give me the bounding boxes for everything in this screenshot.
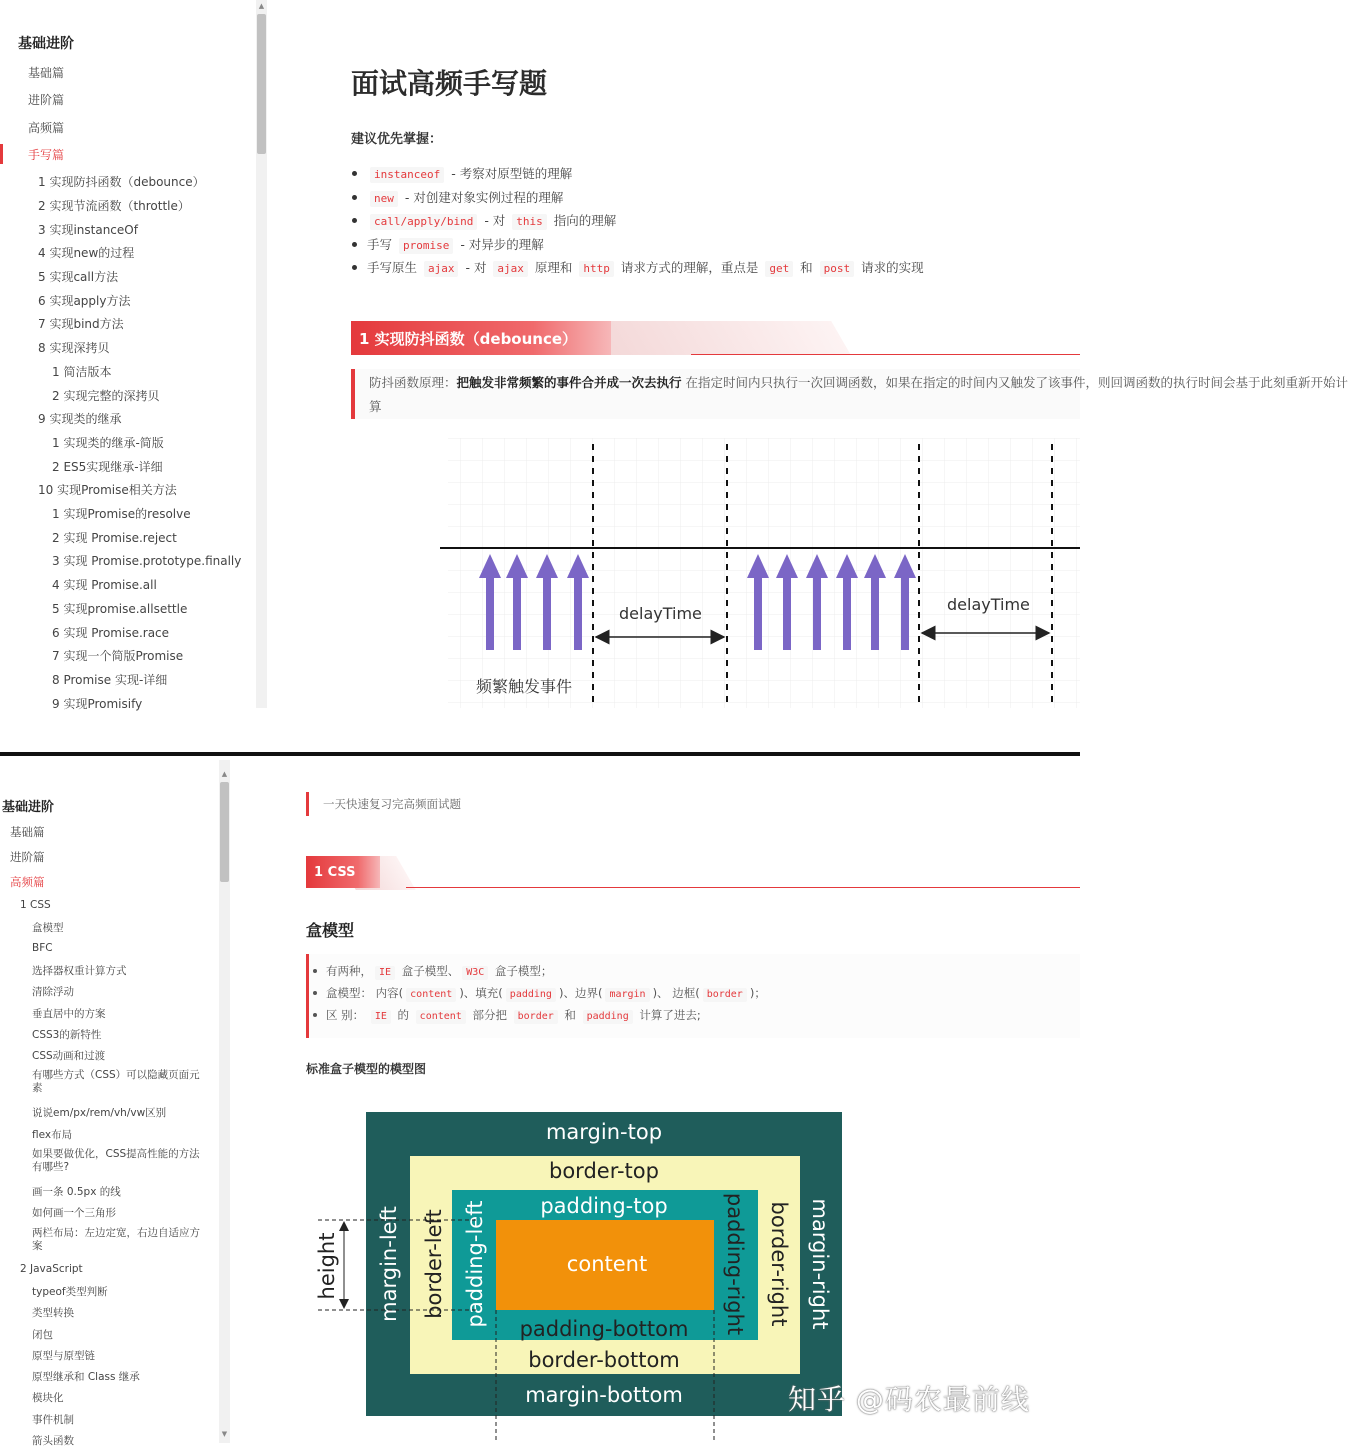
sidebar-item[interactable]: 8 Promise 实现-详细	[52, 672, 168, 687]
sidebar-item[interactable]: 原型与原型链	[32, 1349, 95, 1362]
inline-code: post	[820, 261, 855, 277]
scroll-up-icon[interactable]: ▲	[258, 2, 265, 10]
section-subhead: 建议优先掌握：	[351, 132, 443, 147]
section-banner	[351, 321, 1080, 355]
inline-code: padding	[506, 988, 556, 1002]
inline-code: W3C	[462, 966, 488, 980]
sidebar-scrollbar[interactable]	[256, 0, 267, 708]
sidebar-item[interactable]: 7 实现一个简版Promise	[52, 649, 184, 664]
sidebar-item[interactable]: 基础篇	[28, 66, 65, 80]
list-item: call/apply/bind - 对 this 指向的理解	[351, 209, 924, 233]
watermark: 知乎 @码农最前线	[788, 1383, 1030, 1416]
sidebar-item[interactable]: 1 实现Promise的resolve	[52, 507, 191, 521]
sidebar-item[interactable]: CSS动画和过渡	[32, 1050, 106, 1063]
margin-top-label: margin-top	[545, 1120, 663, 1144]
debounce-diagram	[438, 438, 1080, 708]
quote-lead: 防抖函数原理：	[369, 375, 457, 390]
sidebar-item[interactable]: 4 实现 Promise.all	[52, 578, 157, 593]
sidebar-item[interactable]: 垂直居中的方案	[32, 1007, 106, 1020]
padding-right-label: padding-right	[723, 1192, 747, 1336]
banner-shadow	[571, 321, 851, 355]
scrollbar-thumb[interactable]	[220, 782, 229, 882]
border-right-label: border-right	[767, 1201, 791, 1327]
section-banner	[306, 856, 1080, 890]
sidebar-item[interactable]: 9 实现Promisify	[52, 696, 143, 711]
inline-code: border	[514, 1010, 558, 1024]
screenshot-divider	[0, 752, 1080, 756]
border-bottom-label: border-bottom	[528, 1348, 680, 1372]
top-screenshot	[0, 0, 1348, 711]
sidebar-item[interactable]: 箭头函数	[32, 1435, 74, 1447]
banner-rule	[406, 887, 1080, 888]
sidebar-item[interactable]: 高频篇	[28, 120, 65, 135]
sidebar-item[interactable]: 3 实现 Promise.prototype.finally	[52, 554, 242, 569]
inline-code: content	[406, 988, 456, 1002]
list-item: 有两种， IE 盒子模型、 W3C 盒子模型；	[309, 960, 1080, 982]
sidebar-item[interactable]: 如何画一个三角形	[32, 1207, 116, 1220]
content-label: content	[566, 1252, 648, 1276]
sidebar-item[interactable]: 5 实现call方法	[38, 270, 119, 284]
inline-code: border	[703, 988, 747, 1002]
sidebar-item[interactable]: 基础篇	[10, 825, 45, 839]
sidebar-item[interactable]: 画一条 0.5px 的线	[32, 1186, 121, 1198]
sidebar-item[interactable]: 手写篇	[28, 147, 65, 162]
padding-top-label: padding-top	[540, 1194, 668, 1218]
list-item: 手写原生 ajax - 对 ajax 原理和 http 请求方式的理解，重点是 get 和 post 请求的实现	[351, 256, 924, 280]
sidebar-item[interactable]: 有哪些方式（CSS）可以隐藏页面元素	[32, 1069, 200, 1095]
inline-code: IE	[375, 966, 395, 980]
border-top-label: border-top	[549, 1159, 659, 1183]
sidebar-item[interactable]: 如果要做优化，CSS提高性能的方法有哪些?	[32, 1148, 200, 1173]
sidebar-item[interactable]: 2 实现 Promise.reject	[52, 530, 177, 545]
sidebar-item[interactable]: 1 简洁版本	[52, 364, 112, 379]
inline-code: new	[370, 191, 398, 207]
sidebar-item[interactable]: 6 实现 Promise.race	[52, 625, 170, 640]
list-item: 盒模型： 内容( content )、填充( padding )、边界( margin )、 边框( border )；	[309, 982, 1080, 1004]
sidebar-item[interactable]: 事件机制	[32, 1413, 74, 1426]
sidebar-item[interactable]: 进阶篇	[28, 93, 65, 108]
sidebar-heading[interactable]: 基础进阶	[2, 800, 55, 815]
quote-tail: 算	[369, 399, 382, 414]
inline-code: padding	[583, 1010, 633, 1024]
scrollbar-thumb[interactable]	[257, 14, 266, 154]
banner-rule	[691, 354, 1080, 355]
sidebar-item[interactable]: typeof类型判断	[32, 1285, 108, 1298]
sidebar-heading[interactable]: 基础进阶	[18, 36, 74, 52]
sidebar-toc	[0, 760, 232, 1447]
sidebar-item[interactable]: 进阶篇	[10, 850, 45, 864]
padding-left-label: padding-left	[463, 1200, 487, 1328]
list-item: new - 对创建对象实例过程的理解	[351, 186, 924, 210]
delay-label-1: delayTime	[619, 604, 702, 623]
inline-code: this	[512, 214, 547, 230]
sidebar-item[interactable]: 9 实现类的继承	[38, 412, 122, 427]
sidebar-item[interactable]: BFC	[32, 941, 53, 954]
inline-code: get	[765, 261, 793, 277]
inline-code: ajax	[424, 261, 459, 277]
sidebar-item[interactable]: 5 实现promise.allsettle	[52, 601, 188, 616]
sidebar-item[interactable]: 6 实现apply方法	[38, 293, 131, 308]
section-title: 1 CSS	[306, 856, 380, 888]
sidebar-item[interactable]: 10 实现Promise相关方法	[38, 483, 177, 498]
inline-code: call/apply/bind	[370, 214, 477, 230]
section-title: 1 实现防抖函数（debounce）	[351, 321, 611, 355]
sidebar-item[interactable]: 类型转换	[32, 1307, 74, 1320]
sidebar-item[interactable]: 1 实现防抖函数（debounce）	[38, 175, 205, 190]
padding-bottom-label: padding-bottom	[519, 1317, 689, 1341]
sidebar-toc	[0, 0, 270, 711]
quote-bold: 把触发非常频繁的事件合并成一次去执行	[456, 375, 682, 390]
sidebar-scrollbar[interactable]	[219, 760, 230, 1443]
sidebar-item[interactable]: 2 ES5实现继承-详细	[52, 459, 163, 474]
article-content	[232, 760, 1080, 1443]
box-model-title: 盒模型	[306, 921, 355, 940]
height-label: height	[315, 1232, 339, 1300]
quote-rest: 在指定时间内只执行一次回调函数，如果在指定的时间内又触发了该事件，则回调函数的执行时间会基于此刻重新开始计	[681, 375, 1348, 390]
scroll-up-icon[interactable]: ▲	[221, 770, 228, 778]
events-label: 频繁触发事件	[476, 677, 573, 696]
sidebar-item[interactable]: 高频篇	[10, 875, 45, 889]
inline-code: ajax	[493, 261, 528, 277]
sidebar-item[interactable]: 4 实现new的过程	[38, 246, 135, 261]
sidebar-item[interactable]: 7 实现bind方法	[38, 317, 124, 332]
sidebar-item[interactable]: 2 实现完整的深拷贝	[52, 388, 160, 403]
sidebar-item[interactable]: 2 JavaScript	[20, 1262, 83, 1275]
bottom-screenshot	[0, 760, 1080, 1447]
delay-label-2: delayTime	[947, 595, 1030, 614]
border-left-label: border-left	[422, 1209, 446, 1319]
inline-code: content	[416, 1010, 466, 1024]
article-content	[270, 0, 1348, 708]
sidebar-item[interactable]: CSS3的新特性	[32, 1028, 102, 1041]
sidebar-item[interactable]: 说说em/px/rem/vh/vw区别	[32, 1107, 167, 1120]
sidebar-item[interactable]: 清除浮动	[32, 986, 74, 999]
sidebar-item[interactable]: 模块化	[32, 1392, 64, 1405]
sidebar-item[interactable]: 原型继承和 Class 继承	[32, 1371, 140, 1384]
sidebar-item[interactable]: 闭包	[32, 1328, 53, 1341]
inline-code: http	[579, 261, 614, 277]
sidebar-item[interactable]: 两栏布局：左边定宽，右边自适应方案	[32, 1226, 200, 1252]
box-model-diagram-label: 标准盒子模型的模型图	[306, 1062, 427, 1076]
sidebar-item[interactable]: 1 实现类的继承-简版	[52, 435, 164, 450]
sidebar-item[interactable]: 盒模型	[32, 922, 64, 935]
inline-code: promise	[399, 238, 453, 254]
box-model-diagram	[308, 1100, 868, 1443]
list-item: 区 别： IE 的 content 部分把 border 和 padding 计算了进去;	[309, 1004, 1080, 1026]
margin-bottom-label: margin-bottom	[525, 1383, 683, 1407]
scroll-down-icon[interactable]: ▼	[221, 1430, 228, 1438]
margin-left-label: margin-left	[377, 1206, 401, 1322]
intro-quote: 一天快速复习完高频面试题	[306, 792, 461, 816]
list-item: 手写 promise - 对异步的理解	[351, 233, 924, 257]
page-title: 面试高频手写题	[351, 67, 548, 100]
sidebar-item[interactable]: 选择器权重计算方式	[32, 964, 127, 977]
priority-list	[351, 162, 924, 280]
list-item: instanceof - 考察对原型链的理解	[351, 162, 924, 186]
sidebar-item[interactable]: 3 实现instanceOf	[38, 222, 138, 237]
sidebar-item[interactable]: 1 CSS	[20, 899, 51, 911]
box-model-notes	[306, 954, 1080, 1038]
debounce-quote	[351, 369, 1348, 419]
inline-code: IE	[371, 1010, 391, 1024]
sidebar-item[interactable]: 8 实现深拷贝	[38, 341, 110, 356]
inline-code: instanceof	[370, 167, 444, 183]
sidebar-item[interactable]: 2 实现节流函数（throttle）	[38, 198, 190, 213]
active-indicator	[0, 144, 3, 164]
margin-right-label: margin-right	[808, 1198, 832, 1330]
sidebar-item[interactable]: flex布局	[32, 1128, 73, 1141]
inline-code: margin	[605, 988, 649, 1002]
